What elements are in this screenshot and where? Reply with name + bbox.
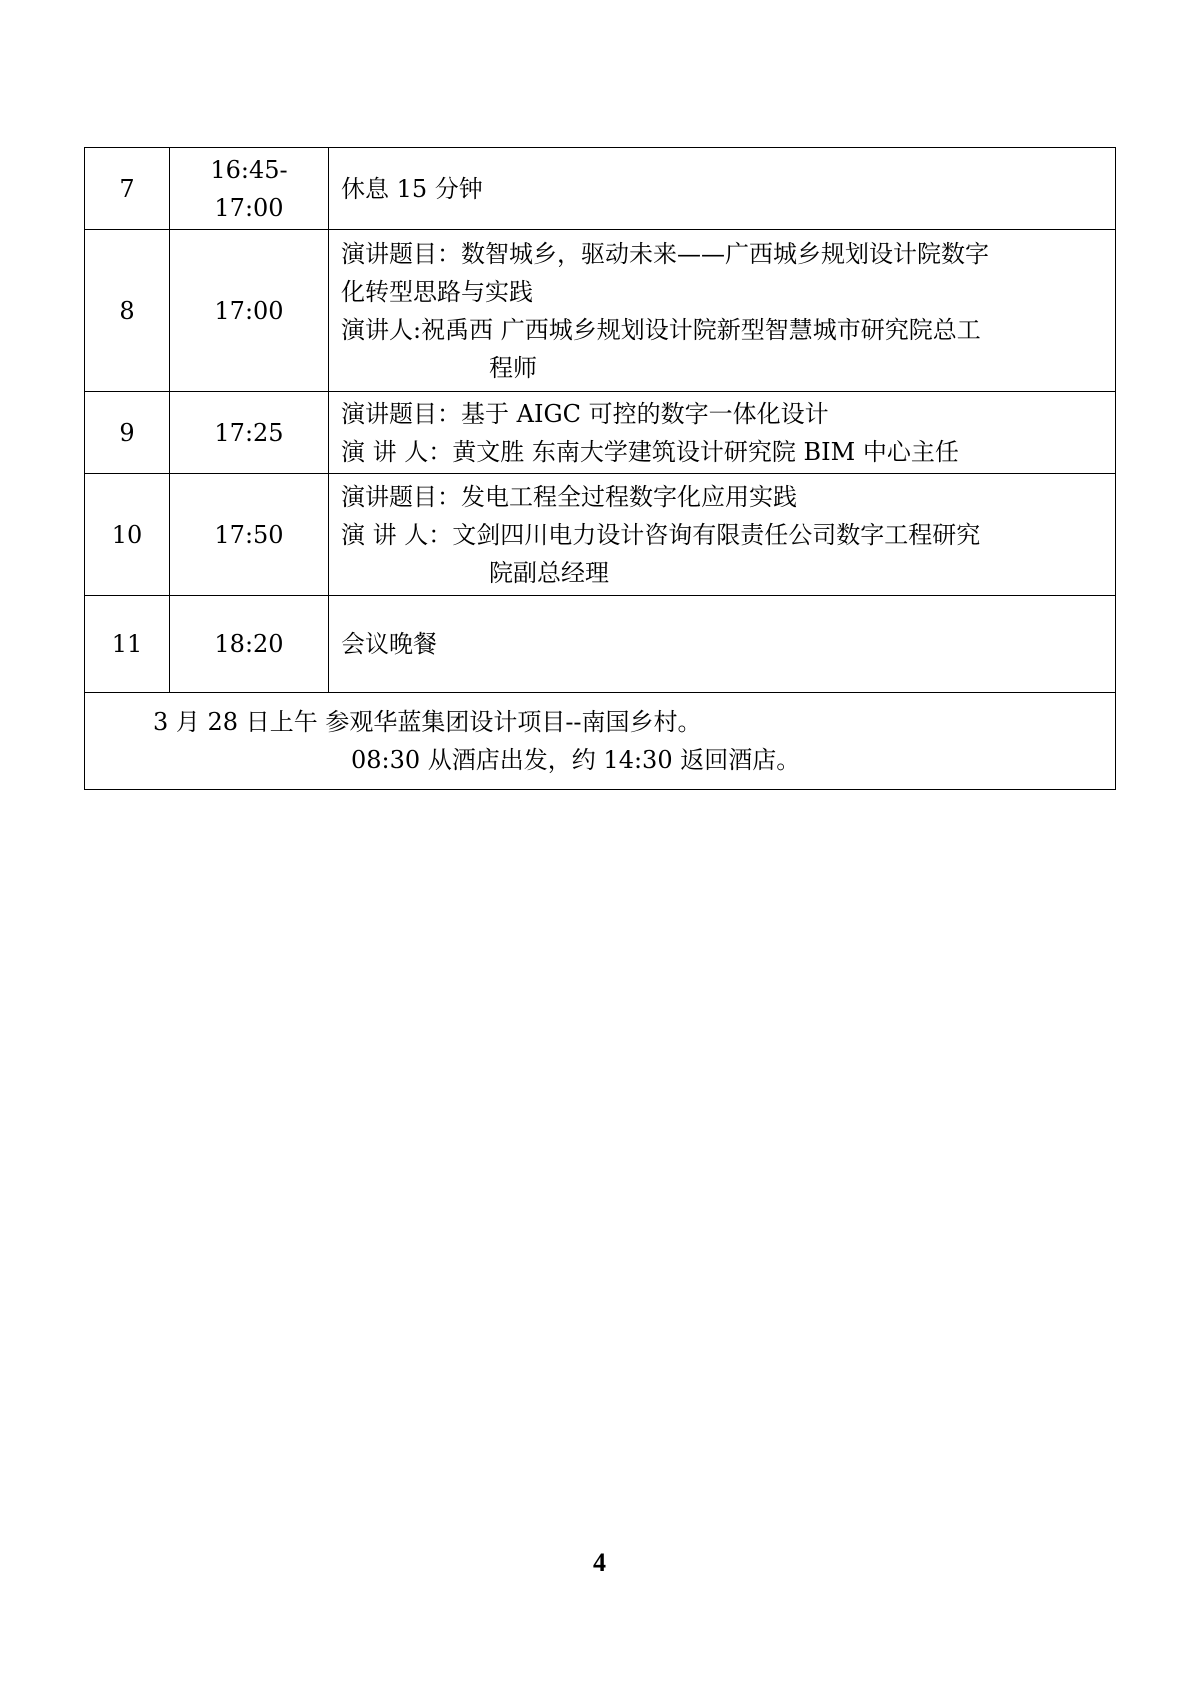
excursion-note <box>85 693 1116 790</box>
time-line: 16:45- <box>210 155 288 184</box>
row-content <box>329 474 1116 596</box>
excursion-line-2: 08:30 从酒店出发，约 14:30 返回酒店。 <box>351 746 801 774</box>
row-time: 17:50 <box>170 474 329 596</box>
agenda-table <box>84 147 1116 790</box>
speaker-text: 祝禹西 广西城乡规划设计院新型智慧城市研究院总工 <box>421 315 981 344</box>
row-time: 17:00 <box>170 230 329 392</box>
row-number: 10 <box>85 474 170 596</box>
topic-label: 演讲题目： <box>341 239 461 268</box>
row-time <box>170 148 329 230</box>
row-number: 8 <box>85 230 170 392</box>
excursion-line-1: 3 月 28 日上午 参观华蓝集团设计项目--南国乡村。 <box>153 708 702 736</box>
topic-text: 发电工程全过程数字化应用实践 <box>461 482 797 511</box>
row-number: 7 <box>85 148 170 230</box>
table-row <box>85 474 1116 596</box>
topic-continuation: 化转型思路与实践 <box>341 277 533 306</box>
row-content <box>329 230 1116 392</box>
row-content <box>329 392 1116 474</box>
table-footer-row <box>85 693 1116 790</box>
speaker-line <box>341 311 1107 349</box>
speaker-label: 演 讲 人： <box>341 437 453 466</box>
topic-line <box>341 235 1107 273</box>
speaker-label: 演 讲 人： <box>341 520 453 549</box>
time-line: 17:00 <box>214 193 284 222</box>
topic-line <box>341 395 1107 433</box>
speaker-text: 黄文胜 东南大学建筑设计研究院 BIM 中心主任 <box>452 437 959 466</box>
speaker-continuation: 院副总经理 <box>489 558 609 587</box>
speaker-text: 文剑四川电力设计咨询有限责任公司数字工程研究 <box>452 520 981 549</box>
speaker-line <box>341 516 1107 554</box>
topic-text: 基于 AIGC 可控的数字一体化设计 <box>461 399 829 428</box>
row-content: 休息 15 分钟 <box>329 148 1116 230</box>
table-row <box>85 596 1116 693</box>
topic-label: 演讲题目： <box>341 482 461 511</box>
topic-text: 数智城乡，驱动未来——广西城乡规划设计院数字 <box>461 239 989 268</box>
speaker-continuation: 程师 <box>489 353 537 382</box>
row-number: 11 <box>85 596 170 693</box>
row-time: 17:25 <box>170 392 329 474</box>
row-number: 9 <box>85 392 170 474</box>
table-row <box>85 230 1116 392</box>
table-row <box>85 392 1116 474</box>
table-row <box>85 148 1116 230</box>
row-time: 18:20 <box>170 596 329 693</box>
speaker-label: 演讲人: <box>341 315 422 344</box>
page-number: 4 <box>593 1548 606 1577</box>
row-content: 会议晚餐 <box>329 596 1116 693</box>
topic-line <box>341 478 1107 516</box>
speaker-line <box>341 433 1107 471</box>
topic-label: 演讲题目： <box>341 399 461 428</box>
